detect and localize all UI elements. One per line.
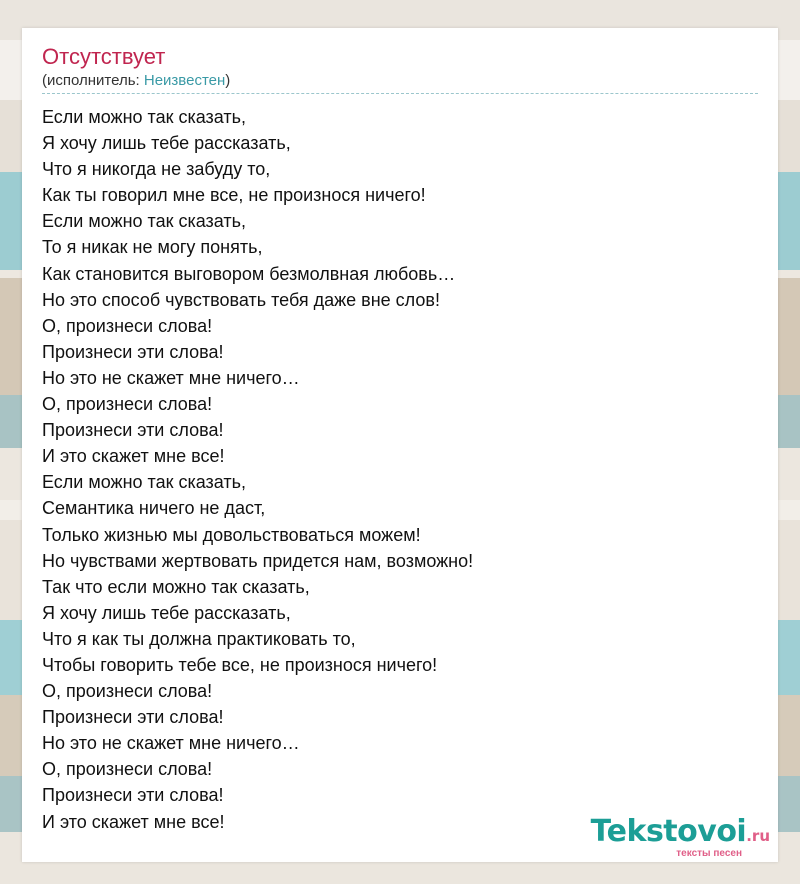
lyric-line: Но чувствами жертвовать придется нам, возможно! — [42, 550, 474, 571]
lyric-line: Я хочу лишь тебе рассказать, — [42, 602, 291, 623]
lyric-line: Если можно так сказать, — [42, 472, 247, 493]
artist-prefix: (исполнитель: — [42, 72, 144, 89]
lyric-line: Если можно так сказать, — [42, 107, 247, 127]
lyric-line: О, произнеси слова! — [42, 759, 213, 780]
lyric-line: Произнеси эти слова! — [42, 707, 224, 728]
lyric-line: Так что если можно так сказать, — [42, 576, 310, 597]
lyric-line: Что я как ты должна практиковать то, — [42, 628, 356, 649]
logo-tld: .ru — [746, 827, 770, 845]
lyric-line: О, произнеси слова! — [42, 315, 213, 336]
lyric-line: Но это не скажет мне ничего… — [42, 367, 300, 388]
artist-line — [42, 72, 230, 89]
lyric-line: Семантика ничего не даст, — [42, 498, 266, 519]
lyric-line: Но это не скажет мне ничего… — [42, 733, 300, 754]
artist-link[interactable]: Неизвестен — [143, 72, 226, 89]
lyric-line: О, произнеси слова! — [42, 394, 213, 415]
lyric-line: Если можно так сказать, — [42, 211, 247, 232]
logo-wordmark — [591, 816, 770, 852]
title-divider — [42, 93, 758, 94]
lyrics-card — [22, 28, 778, 862]
site-logo[interactable] — [591, 816, 770, 860]
lyrics-text — [42, 104, 473, 835]
lyric-line: Произнеси эти слова! — [42, 341, 224, 362]
lyric-line: Как становится выговором безмолвная любовь… — [42, 263, 456, 284]
lyric-line: Произнеси эти слова! — [42, 785, 224, 806]
lyric-line: Чтобы говорить тебе все, не произнося ничего! — [42, 654, 438, 675]
lyric-line: И это скажет мне все! — [42, 811, 225, 832]
lyric-line: Произнеси эти слова! — [42, 420, 224, 441]
logo-name: Tekstovoi — [590, 814, 747, 849]
artist-suffix: ) — [225, 72, 231, 89]
lyric-line: Но это способ чувствовать тебя даже вне слов! — [42, 289, 440, 310]
lyric-line: Что я никогда не забуду то, — [42, 159, 271, 180]
lyric-line: О, произнеси слова! — [42, 681, 213, 702]
lyric-line: Как ты говорил мне все, не произнося ничего! — [42, 185, 426, 206]
lyric-line: Я хочу лишь тебе рассказать, — [42, 133, 291, 154]
lyric-line: Только жизнью мы довольствоваться можем! — [42, 524, 421, 545]
lyric-line: То я никак не могу понять, — [42, 237, 263, 258]
song-title: Отсутствует — [42, 44, 166, 69]
logo-tagline: тексты песен — [676, 848, 742, 859]
lyric-line: И это скажет мне все! — [42, 446, 225, 467]
